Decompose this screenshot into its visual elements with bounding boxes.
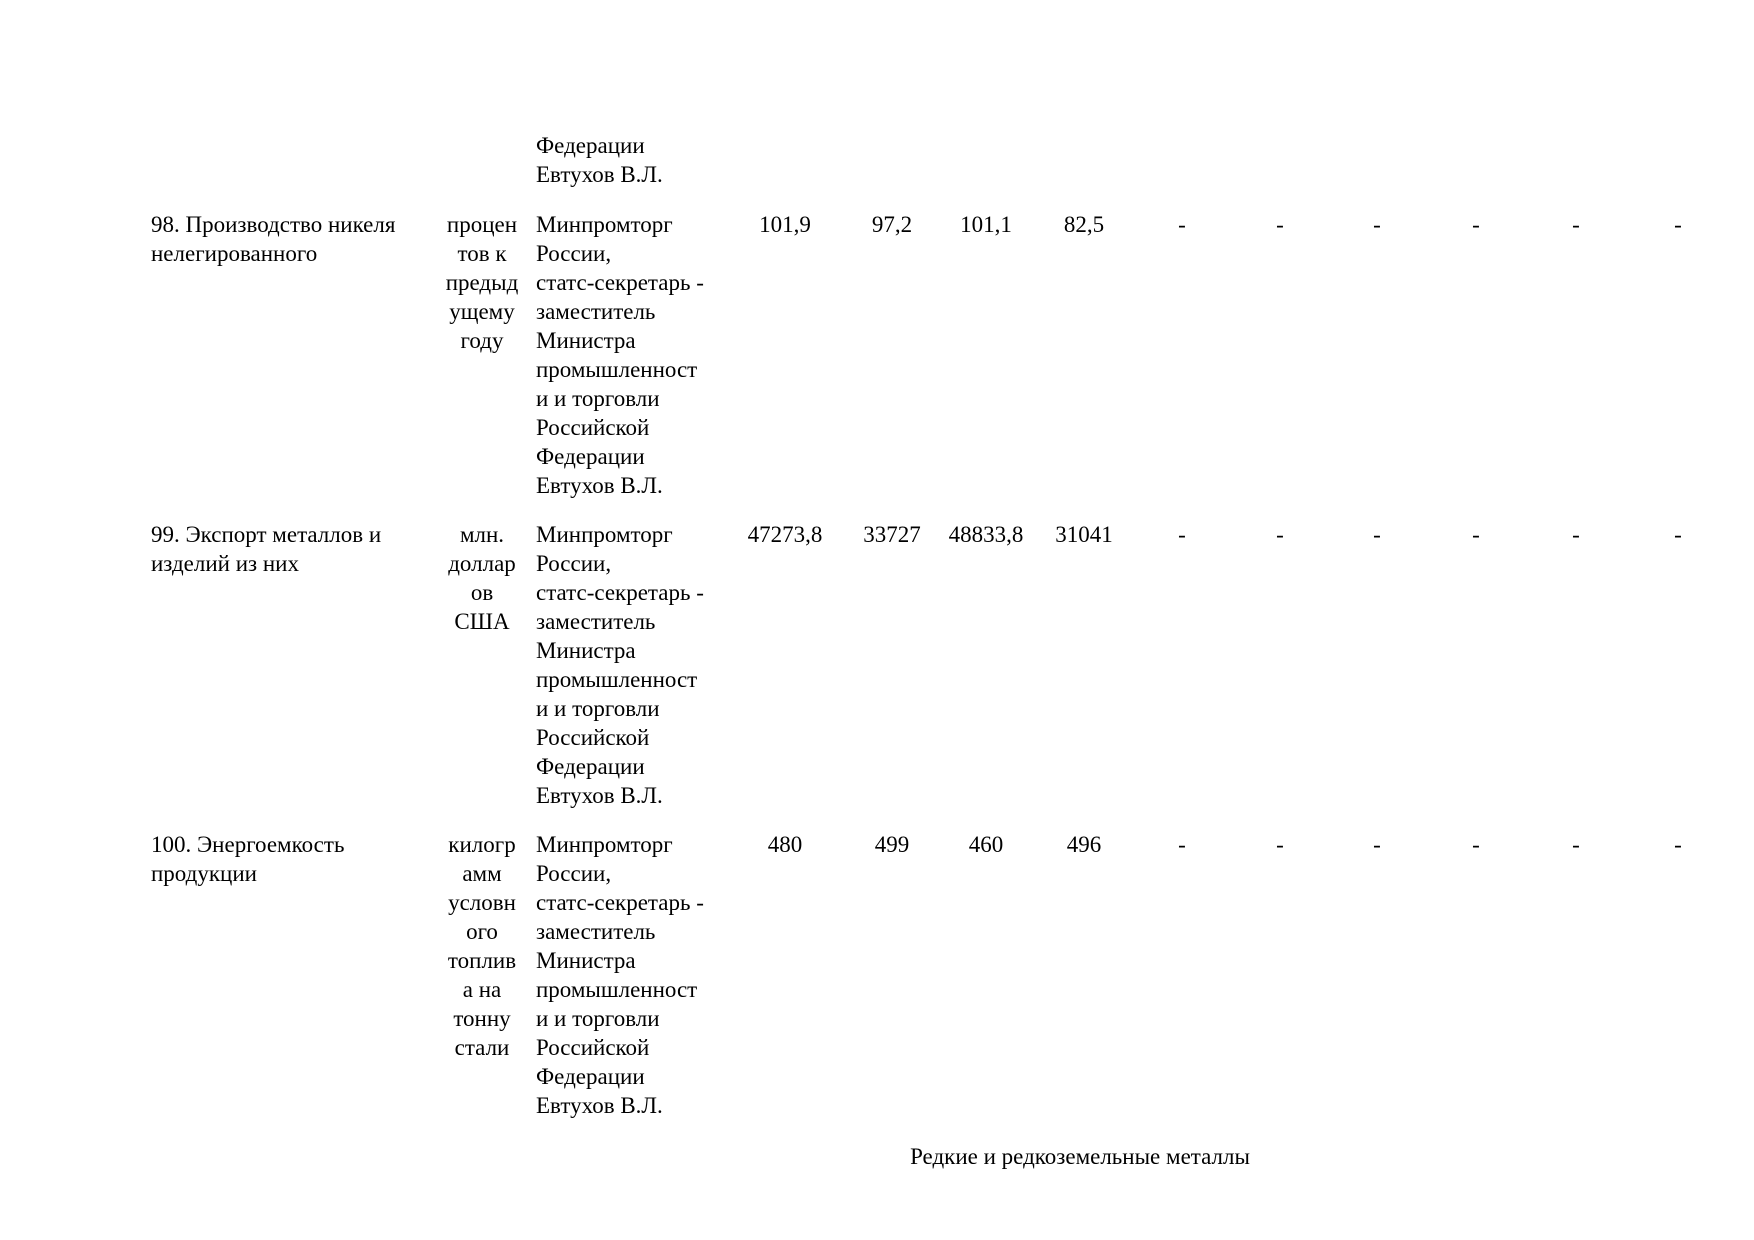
responsible-line: и и торговли xyxy=(536,696,660,721)
unit-line: килогр xyxy=(448,832,516,857)
value-cell: 101,1 xyxy=(960,212,1012,237)
responsible-line: статс-секретарь - xyxy=(536,270,704,295)
empty-value-cell: - xyxy=(1572,522,1580,547)
responsible-line: Министра xyxy=(536,328,636,353)
unit-of-measure xyxy=(438,830,526,1062)
responsible-line: Минпромторг xyxy=(536,522,673,547)
unit-line: ого xyxy=(466,919,498,944)
name-line: 99. Экспорт металлов и xyxy=(151,522,382,547)
responsible-line: России, xyxy=(536,551,612,576)
empty-value-cell: - xyxy=(1178,522,1186,547)
unit-line: млн. xyxy=(459,522,505,547)
name-line: изделий из них xyxy=(151,551,299,576)
empty-value-cell: - xyxy=(1178,832,1186,857)
section-heading: Редкие и редкоземельные металлы xyxy=(910,1144,1250,1169)
indicator-name xyxy=(151,830,436,888)
responsible-executor xyxy=(536,210,736,500)
value-cell: 460 xyxy=(968,832,1004,857)
name-line: нелегированного xyxy=(151,241,318,266)
unit-line: США xyxy=(454,609,510,634)
empty-value-cell: - xyxy=(1472,212,1480,237)
value-cell: 48833,8 xyxy=(948,522,1024,547)
value-cell: 97,2 xyxy=(871,212,913,237)
empty-value-cell: - xyxy=(1373,832,1381,857)
responsible-line: Евтухов В.Л. xyxy=(536,473,663,498)
unit-line: году xyxy=(460,328,504,353)
responsible-line: статс-секретарь - xyxy=(536,890,704,915)
unit-line: процен xyxy=(446,212,518,237)
value-cell: 480 xyxy=(767,832,803,857)
indicator-name xyxy=(151,210,436,268)
responsible-line: Минпромторг xyxy=(536,212,673,237)
name-line: 98. Производство никеля xyxy=(151,212,396,237)
empty-value-cell: - xyxy=(1276,212,1284,237)
value-cell: 82,5 xyxy=(1063,212,1105,237)
value-cell: 33727 xyxy=(863,522,921,547)
name-line: 100. Энергоемкость xyxy=(151,832,345,857)
value-cell: 31041 xyxy=(1055,522,1113,547)
empty-value-cell: - xyxy=(1572,212,1580,237)
responsible-line: заместитель xyxy=(536,609,656,634)
responsible-line: Федерации xyxy=(536,1064,645,1089)
unit-line: тонну xyxy=(453,1006,511,1031)
responsible-line: статс-секретарь - xyxy=(536,580,704,605)
responsible-line: Министра xyxy=(536,638,636,663)
empty-value-cell: - xyxy=(1572,832,1580,857)
responsible-line: промышленност xyxy=(536,667,698,692)
responsible-line: Федерации xyxy=(536,754,645,779)
responsible-line: Российской xyxy=(536,1035,650,1060)
responsible-line: Министра xyxy=(536,948,636,973)
empty-value-cell: - xyxy=(1472,832,1480,857)
responsible-line: Минпромторг xyxy=(536,832,673,857)
indicator-name xyxy=(151,520,436,578)
empty-value-cell: - xyxy=(1276,832,1284,857)
responsible-line: промышленност xyxy=(536,977,698,1002)
name-line: продукции xyxy=(151,861,257,886)
value-cell: 496 xyxy=(1066,832,1102,857)
responsible-line: заместитель xyxy=(536,299,656,324)
empty-value-cell: - xyxy=(1178,212,1186,237)
responsible-executor xyxy=(536,520,736,810)
responsible-line: Российской xyxy=(536,725,650,750)
empty-value-cell: - xyxy=(1472,522,1480,547)
responsible-line: и и торговли xyxy=(536,1006,660,1031)
unit-line: предыд xyxy=(445,270,519,295)
value-cell: 47273,8 xyxy=(747,522,823,547)
empty-value-cell: - xyxy=(1373,212,1381,237)
empty-value-cell: - xyxy=(1373,522,1381,547)
responsible-line: Евтухов В.Л. xyxy=(536,783,663,808)
unit-line: тов к xyxy=(457,241,507,266)
unit-of-measure xyxy=(438,210,526,355)
responsible-line: России, xyxy=(536,241,612,266)
unit-of-measure xyxy=(438,520,526,636)
unit-line: ущему xyxy=(449,299,515,324)
responsible-executor xyxy=(536,830,736,1120)
unit-line: амм xyxy=(462,861,502,886)
responsible-line: Евтухов В.Л. xyxy=(536,1093,663,1118)
responsible-line: и и торговли xyxy=(536,386,660,411)
responsible-line: промышленност xyxy=(536,357,698,382)
continuation-line: Евтухов В.Л. xyxy=(536,162,663,187)
unit-line: условн xyxy=(448,890,516,915)
responsible-line: заместитель xyxy=(536,919,656,944)
unit-line: ов xyxy=(470,580,494,605)
unit-line: стали xyxy=(454,1035,510,1060)
empty-value-cell: - xyxy=(1674,212,1682,237)
responsible-line: Федерации xyxy=(536,444,645,469)
unit-line: а на xyxy=(462,977,502,1002)
empty-value-cell: - xyxy=(1674,832,1682,857)
value-cell: 499 xyxy=(874,832,910,857)
continuation-cell xyxy=(536,131,736,189)
empty-value-cell: - xyxy=(1276,522,1284,547)
responsible-line: Российской xyxy=(536,415,650,440)
value-cell: 101,9 xyxy=(759,212,811,237)
empty-value-cell: - xyxy=(1674,522,1682,547)
unit-line: топлив xyxy=(447,948,517,973)
unit-line: доллар xyxy=(448,551,516,576)
continuation-line: Федерации xyxy=(536,133,645,158)
responsible-line: России, xyxy=(536,861,612,886)
